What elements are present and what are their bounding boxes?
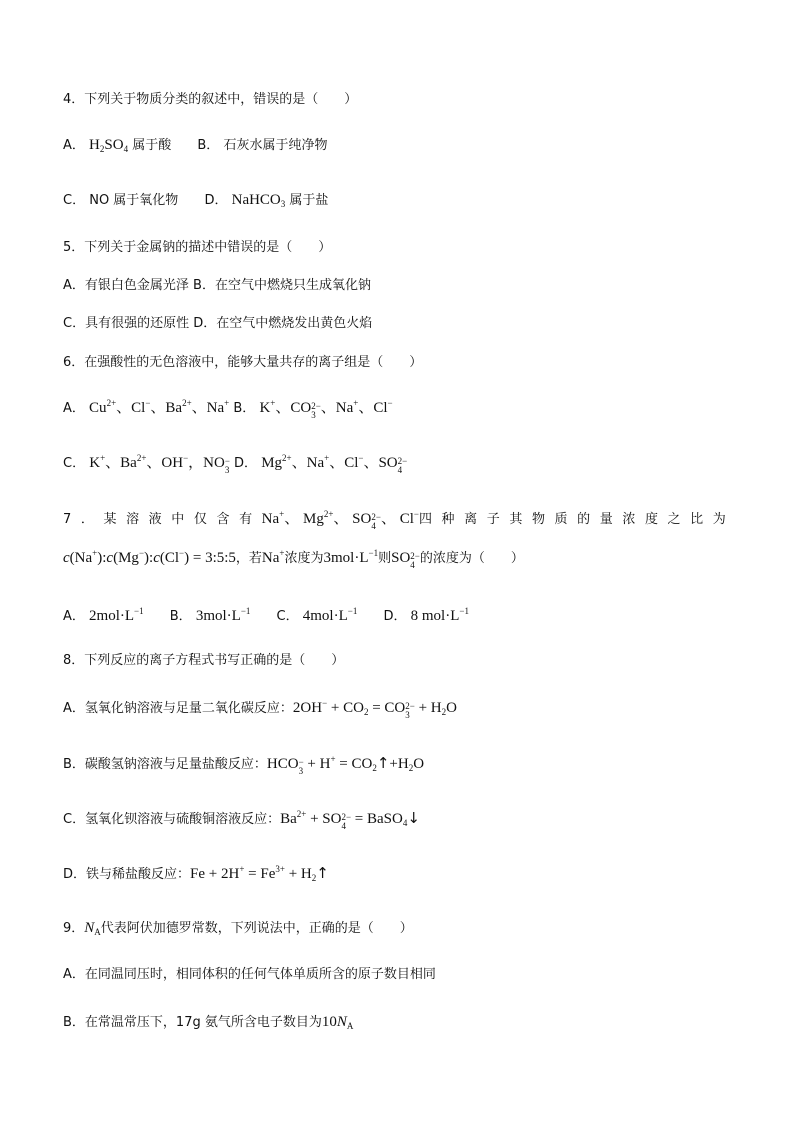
q6-options-ab [63, 398, 743, 420]
q7-conc-text: 浓度为 [284, 551, 324, 566]
q7-then-text: 则 [378, 551, 392, 566]
q6-c-label: C． [63, 456, 86, 471]
q4-a-formula: $H_2SO_4$ [89, 137, 129, 154]
q7-ratio-text: ，若 [235, 551, 262, 566]
q4-c-text: NO 属于氧化物 [89, 193, 179, 208]
q4-b-text: 石灰水属于纯净物 [223, 138, 328, 153]
q8-stem: 8．下列反应的离子方程式书写正确的是（ ） [63, 653, 345, 668]
q7-stem-part2: 四种离子其物质的量浓度之比为 [418, 512, 736, 527]
q6-options-cd [63, 453, 743, 475]
q8-option-a [63, 698, 743, 720]
q6-stem: 6．在强酸性的无色溶液中，能够大量共存的离子组是（ ） [63, 355, 423, 370]
gas-arrow-icon: ↑ [316, 864, 329, 882]
q4-stem: 4．下列关于物质分类的叙述中，错误的是（ ） [63, 92, 358, 107]
q7-given-conc: $3mol\cdot L^{-1}$ [323, 548, 379, 566]
q6-b-label: B． [233, 401, 256, 416]
q8-b-equation: HCO − 3 + $H^+ = CO_2↑+H_2O$ [266, 754, 425, 776]
q6-a-label: A． [63, 401, 85, 416]
q4-c-label: C． [63, 193, 86, 208]
q4-options-ab [63, 135, 743, 156]
q4-d-text: 属于盐 [289, 193, 329, 208]
q6-a-ions: $Cu^{2+}$、Cl−、$Ba^{2+}$、Na+ [89, 398, 230, 416]
q7-a-label: A． [63, 609, 85, 624]
q7-stem-line1 [63, 509, 743, 531]
q7-na-ion: Na+ [261, 548, 285, 566]
q6-d-ions: $Mg^{2+}$、Na+、Cl−、SO 2− 4 [261, 453, 408, 475]
q8-c-equation: $Ba^{2+}$ + SO 2− 4 = BaSO$_4$↓ [280, 809, 420, 831]
q7-sulfate-ion: SO 2− 4 [391, 550, 420, 570]
q8-c-text: C．氢氧化钡溶液与硫酸铜溶液反应： [63, 812, 281, 827]
q9-b-value: $10N_A$ [321, 1014, 354, 1031]
q6-d-label: D． [234, 456, 258, 471]
q8-option-c [63, 808, 743, 831]
q7-c-label: C． [276, 609, 299, 624]
q7-b-value: $3mol\cdot L^{-1}$ [195, 606, 251, 624]
q7-b-label: B． [169, 609, 192, 624]
q7-d-value: 8 $mol\cdot L^{-1}$ [410, 606, 469, 624]
q4-d-label: D． [204, 193, 228, 208]
q5-options-ab: A．有银白色金属光泽 B．在空气中燃烧只生成氧化钠 [63, 278, 371, 293]
q4-d-formula: NaHCO$_3$ [231, 192, 286, 209]
q9-option-b [63, 1012, 743, 1033]
q8-b-text: B．碳酸氢钠溶液与足量盐酸反应： [63, 757, 267, 772]
q9-option-a: A．在同温同压时，相同体积的任何气体单质所含的原子数目相同 [63, 967, 436, 982]
q8-option-b [63, 753, 743, 776]
q7-c-value: $4mol\cdot L^{-1}$ [302, 606, 358, 624]
q9-stem-rest: 代表阿伏加德罗常数，下列说法中，正确的是（ ） [100, 921, 413, 936]
q7-ion-list: Na+、 $Mg^{2+}$、 SO 2− 4 、 Cl− [261, 509, 419, 531]
q7-a-value: $2mol\cdot L^{-1}$ [89, 606, 144, 624]
q6-b-ions: K+、CO 2− 3 、Na+、Cl− [259, 398, 393, 420]
q9-stem [63, 918, 743, 939]
q4-options-cd [63, 190, 743, 211]
q9-b-text: B．在常温常压下，17g 氨气所含电子数目为 [63, 1015, 322, 1030]
gas-arrow-icon: ↑ [376, 754, 390, 772]
q9-avogadro-symbol: $N_A$ [84, 920, 101, 937]
q7-d-label: D． [383, 609, 407, 624]
precipitate-arrow-icon: ↓ [407, 809, 420, 827]
q8-option-d [63, 863, 743, 885]
q5-stem: 5．下列关于金属钠的描述中错误的是（ ） [63, 240, 332, 255]
q4-b-label: B． [197, 138, 220, 153]
q8-d-text: D．铁与稀盐酸反应： [63, 867, 191, 882]
q8-a-text: A．氢氧化钠溶液与足量二氧化碳反应： [63, 701, 293, 716]
q7-stem-part1: 7．某溶液中仅含有 [63, 512, 262, 527]
q4-a-text: 属于酸 [132, 138, 172, 153]
q7-end-text: 的浓度为（ ） [419, 551, 524, 566]
q6-c-ions: K+、$Ba^{2+}$、OH−，NO − 3 [89, 453, 230, 475]
q4-a-label: A． [63, 138, 85, 153]
q8-a-equation: $2OH^- + CO_2$ = CO 2− 3 + $H_2O$ [292, 698, 457, 720]
q7-ratio-formula: c(Na+):c(Mg−):c(Cl−) = 3:5:5 [63, 548, 236, 566]
q8-d-equation: $Fe + 2H^+ = Fe^{3+}$ + $H_2↑$ [190, 864, 329, 883]
q5-options-cd: C．具有很强的还原性 D．在空气中燃烧发出黄色火焰 [63, 316, 373, 331]
q7-options [63, 606, 743, 627]
q9-num: 9． [63, 921, 85, 936]
q7-stem-line2 [63, 548, 743, 570]
